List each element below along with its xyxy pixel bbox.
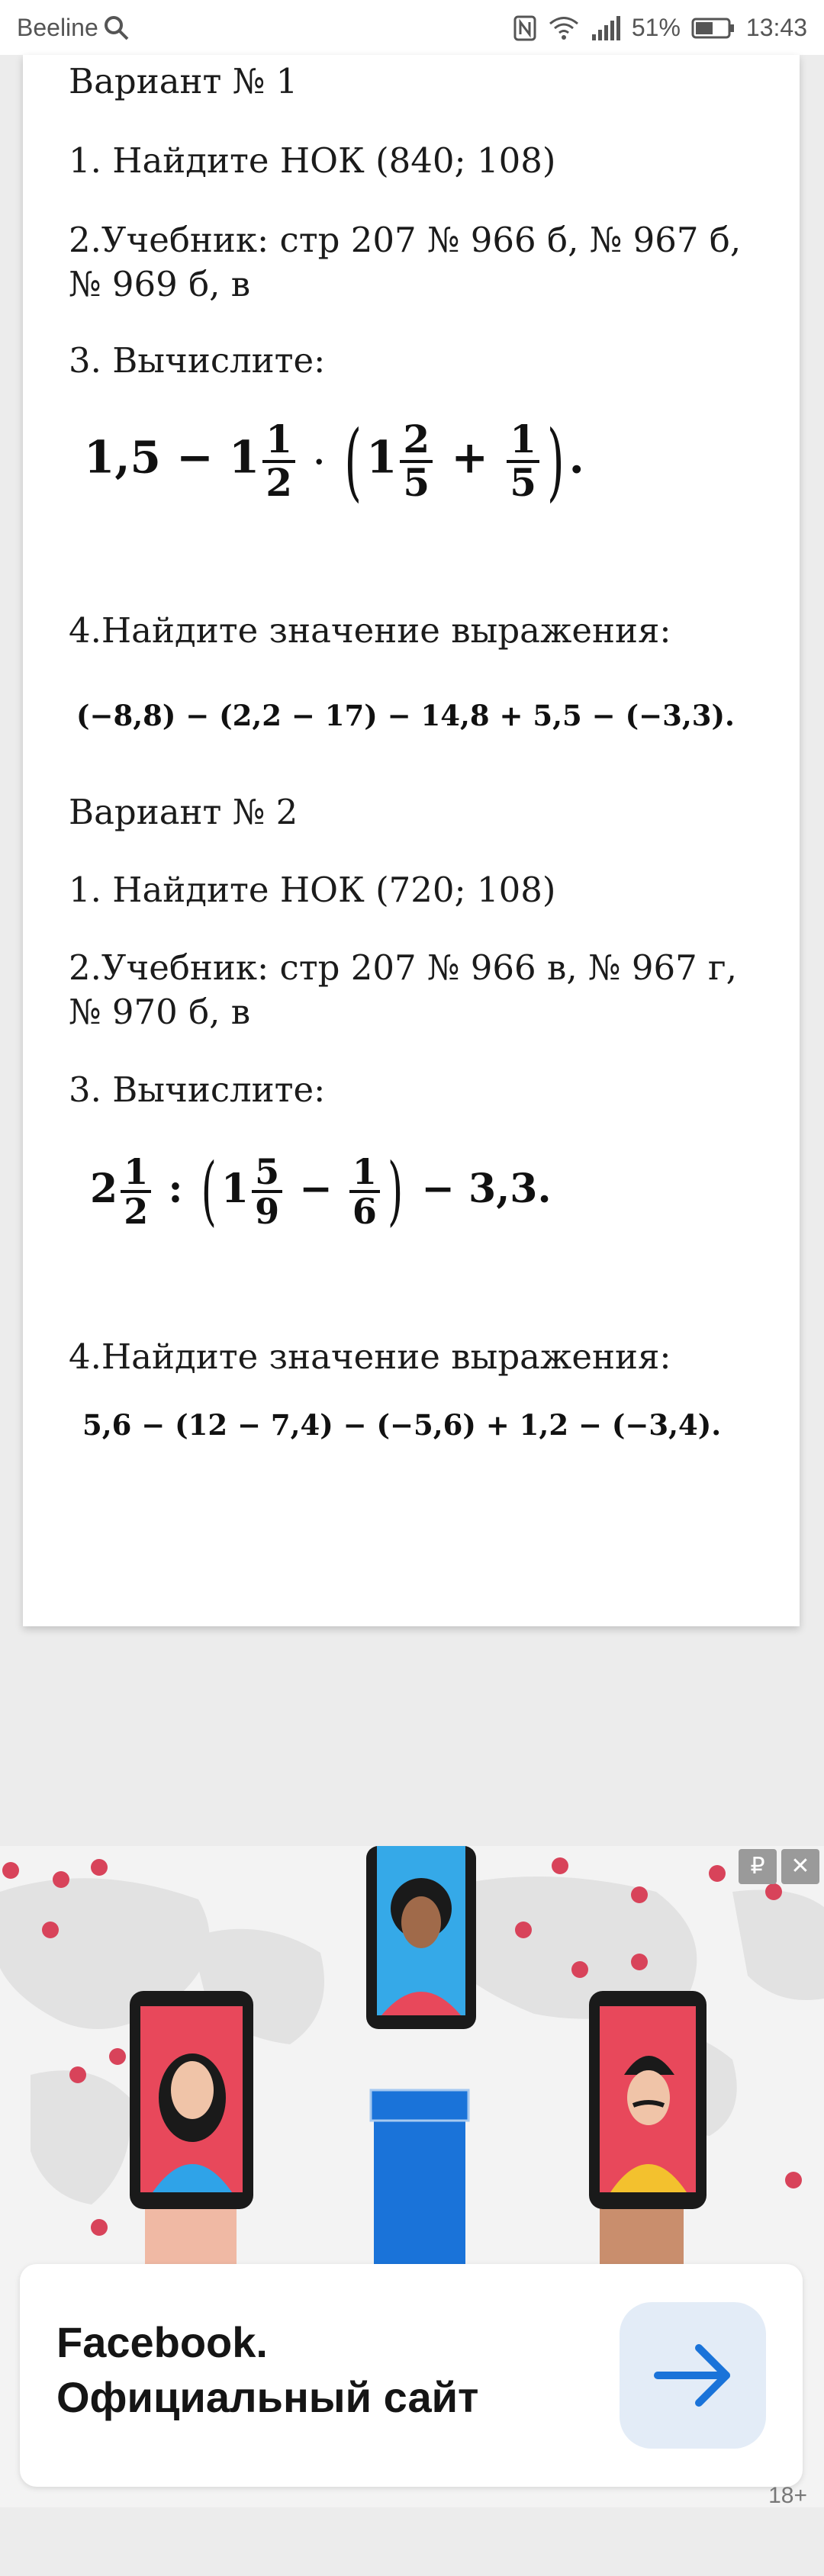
v1-close-paren: )	[547, 411, 565, 511]
v1-b-fraction	[262, 416, 295, 505]
v1-b-num: 1	[262, 420, 295, 463]
v2-b-den: 9	[255, 1191, 280, 1233]
v1-c-den: 5	[403, 459, 430, 505]
status-bar	[0, 0, 824, 55]
nfc-icon	[513, 14, 537, 42]
variant2-expression: 5,6 − (12 − 7,4) − (−5,6) + 1,2 − (−3,4).	[82, 1408, 722, 1442]
search-icon	[103, 14, 130, 42]
v2-c-fraction	[349, 1151, 380, 1233]
v2-b-fraction	[252, 1151, 282, 1233]
v2-open-paren: (	[201, 1148, 217, 1236]
variant1-calc-expression	[84, 411, 584, 511]
variant2-task3: 3. Вычислите:	[69, 1069, 326, 1110]
battery-icon	[691, 17, 735, 40]
v2-c-num: 1	[349, 1153, 380, 1193]
ad-open-button[interactable]	[620, 2302, 766, 2449]
v1-d-fraction	[507, 416, 539, 505]
ad-close-button[interactable]: ✕	[781, 1849, 819, 1884]
ad-illustration	[0, 1846, 824, 2304]
v1-c-fraction	[400, 416, 433, 505]
v1-term-a: 1,5	[84, 431, 161, 484]
variant2-title: Вариант № 2	[69, 792, 298, 832]
age-rating: 18+	[768, 2483, 807, 2507]
signal-icon	[591, 16, 621, 40]
wifi-icon	[548, 15, 580, 41]
v1-c-whole: 1	[366, 431, 398, 484]
variant2-task4: 4.Найдите значение выражения:	[69, 1336, 671, 1377]
v1-end: .	[568, 431, 584, 484]
v2-a-num: 1	[121, 1153, 151, 1193]
v1-c-num: 2	[400, 420, 433, 463]
variant1-task2-line2: № 969 б, в	[69, 264, 251, 304]
arrow-right-icon	[620, 2302, 766, 2449]
v2-a-whole: 2	[90, 1165, 118, 1212]
v2-colon: :	[168, 1165, 183, 1212]
v1-minus: −	[176, 431, 214, 484]
v1-b-whole: 1	[228, 431, 260, 484]
v2-close-paren: )	[387, 1148, 404, 1236]
variant2-task1: 1. Найдите НОК (720; 108)	[69, 870, 556, 910]
v2-b-num: 5	[252, 1153, 282, 1193]
variant2-calc-expression	[90, 1148, 552, 1236]
variant1-title: Вариант № 1	[69, 61, 298, 101]
v1-open-paren: (	[344, 411, 362, 511]
variant1-expression: (−8,8) − (2,2 − 17) − 14,8 + 5,5 − (−3,3).	[76, 699, 735, 732]
variant2-task2-line1: 2.Учебник: стр 207 № 966 в, № 967 г,	[69, 947, 737, 988]
document-card	[23, 55, 800, 1626]
variant2-task2-line2: № 970 б, в	[69, 992, 251, 1032]
variant1-task2-line1: 2.Учебник: стр 207 № 966 б, № 967 б,	[69, 220, 742, 260]
ad-price-badge[interactable]: ₽	[739, 1849, 777, 1884]
v1-dot: ·	[314, 444, 325, 481]
carrier-label: Beeline	[17, 14, 98, 41]
ad-title-line2: Официальный сайт	[56, 2373, 479, 2421]
clock: 13:43	[745, 14, 807, 41]
v1-d-den: 5	[510, 459, 537, 505]
battery-percent: 51%	[631, 14, 681, 41]
v2-a-den: 2	[124, 1191, 149, 1233]
v2-minus: −	[299, 1165, 333, 1212]
v1-plus: +	[451, 431, 489, 484]
ad-title-line1: Facebook.	[56, 2318, 268, 2366]
v1-b-den: 2	[266, 459, 293, 505]
v2-a-fraction	[121, 1151, 151, 1233]
v2-tail: − 3,3.	[421, 1165, 552, 1212]
ad-banner[interactable]	[0, 1846, 824, 2507]
variant1-task1: 1. Найдите НОК (840; 108)	[69, 140, 556, 181]
variant1-task3: 3. Вычислите:	[69, 340, 326, 381]
variant1-task4: 4.Найдите значение выражения:	[69, 610, 671, 651]
v2-c-den: 6	[352, 1191, 377, 1233]
v2-b-whole: 1	[220, 1165, 249, 1212]
page-bottom	[0, 2507, 824, 2576]
v1-d-num: 1	[507, 420, 539, 463]
ad-card[interactable]	[20, 2264, 803, 2487]
